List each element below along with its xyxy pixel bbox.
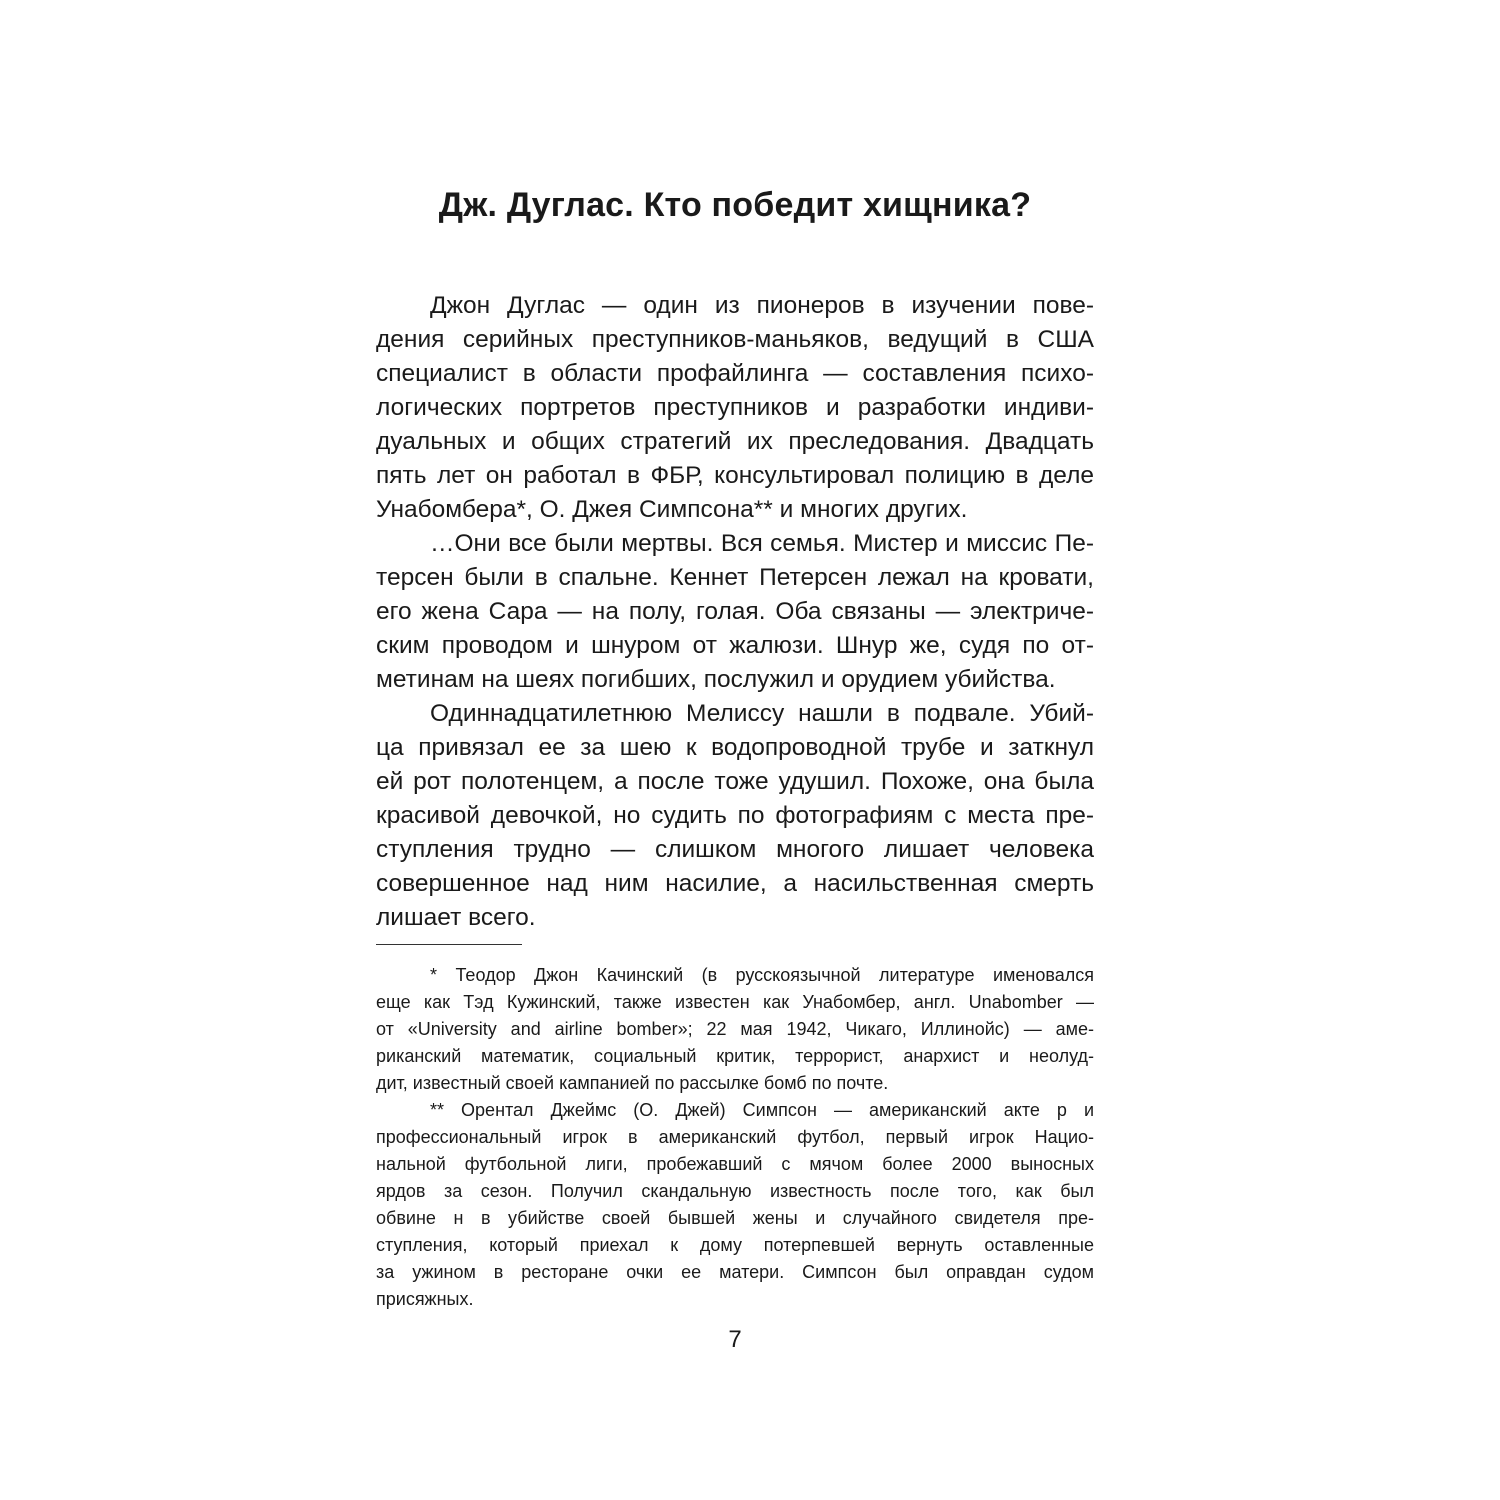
- body-line: дуальных и общих стратегий их преследования. Двадцать: [376, 428, 1094, 455]
- footnote-line: ступления, который приехал к дому потерпевшей вернуть оставленные: [376, 1235, 1094, 1255]
- body-line: специалист в области профайлинга — составления психо-: [376, 360, 1094, 387]
- footnote-line: профессиональный игрок в американский футбол, первый игрок Нацио-: [376, 1127, 1094, 1147]
- footnotes: [376, 962, 1094, 1313]
- body-line: его жена Сара — на полу, голая. Оба связаны — электриче-: [376, 598, 1094, 625]
- footnote-line: присяжных.: [376, 1289, 474, 1309]
- footnote-line: дит, известный своей кампанией по рассылке бомб по почте.: [376, 1073, 889, 1093]
- body-line: Джон Дуглас — один из пионеров в изучении пове-: [430, 292, 1094, 319]
- body-line: ей рот полотенцем, а после тоже удушил. Похоже, она была: [376, 768, 1094, 795]
- footnote-line: ярдов за сезон. Получил скандальную известность после того, как был: [376, 1181, 1094, 1201]
- body-line: лишает всего.: [376, 904, 536, 931]
- body-line: ца привязал ее за шею к водопроводной трубе и заткнул: [376, 734, 1094, 761]
- footnote-line: риканский математик, социальный критик, террорист, анархист и неолуд-: [376, 1046, 1094, 1066]
- footnote-line: от «University and airline bomber»; 22 мая 1942, Чикаго, Иллинойс) — аме-: [376, 1019, 1094, 1039]
- body-line: ступления трудно — слишком многого лишает человека: [376, 836, 1094, 863]
- footnote-line: * Теодор Джон Качинский (в русскоязычной литературе именовался: [430, 965, 1094, 985]
- body-line: совершенное над ним насилие, а насильственная смерть: [376, 870, 1094, 897]
- body-line: Унабомбера*, О. Джея Симпсона** и многих других.: [376, 496, 968, 523]
- footnote-line: нальной футбольной лиги, пробежавший с мячом более 2000 выносных: [376, 1154, 1094, 1174]
- footnote-line: еще как Тэд Кужинский, также известен как Унабомбер, англ. Unabomber —: [376, 992, 1094, 1012]
- chapter-title: Дж. Дуглас. Кто победит хищника?: [438, 186, 1032, 224]
- body-line: ским проводом и шнуром от жалюзи. Шнур же, судя по от-: [376, 632, 1094, 659]
- body-line: красивой девочкой, но судить по фотографиям с места пре-: [376, 802, 1094, 829]
- body-line: Одиннадцатилетнюю Мелиссу нашли в подвале. Убий-: [430, 700, 1094, 727]
- body-line: логических портретов преступников и разработки индиви-: [376, 394, 1094, 421]
- main-text: [376, 289, 1094, 935]
- footnote-line: ** Орентал Джеймс (О. Джей) Симпсон — американский акте р и: [430, 1100, 1094, 1120]
- body-line: дения серийных преступников-маньяков, ведущий в США: [376, 326, 1094, 353]
- body-line: метинам на шеях погибших, послужил и орудием убийства.: [376, 666, 1056, 693]
- body-line: …Они все были мертвы. Вся семья. Мистер и миссис Пе-: [430, 530, 1094, 557]
- page-number: 7: [728, 1326, 742, 1353]
- body-line: терсен были в спальне. Кеннет Петерсен лежал на кровати,: [376, 564, 1094, 591]
- footnote-line: за ужином в ресторане очки ее матери. Симпсон был оправдан судом: [376, 1262, 1094, 1282]
- footnote-line: обвине н в убийстве своей бывшей жены и случайного свидетеля пре-: [376, 1208, 1094, 1228]
- body-line: пять лет он работал в ФБР, консультировал полицию в деле: [376, 462, 1094, 489]
- footnote-divider: [376, 944, 522, 945]
